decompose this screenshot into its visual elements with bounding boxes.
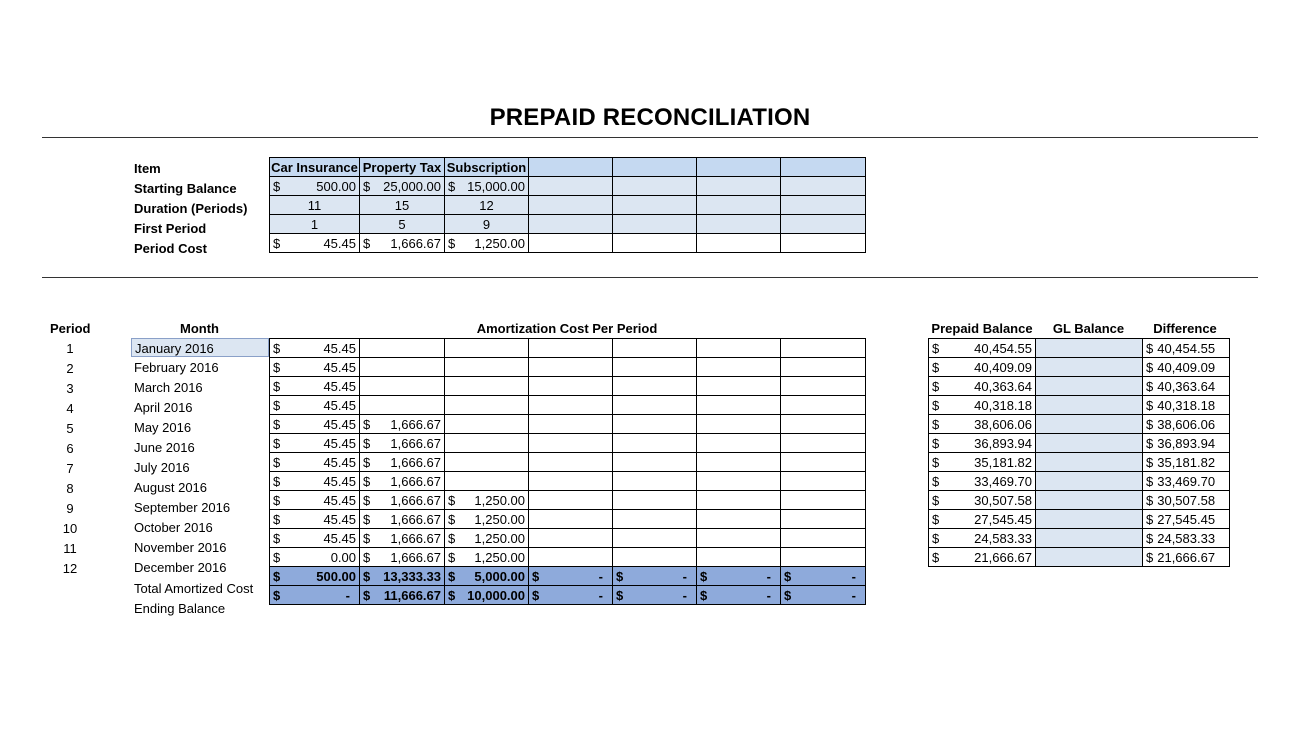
table-row bbox=[270, 415, 866, 434]
amortization-cell[interactable] bbox=[445, 396, 529, 415]
gl-balance-cell[interactable] bbox=[1036, 491, 1143, 510]
month-cell[interactable]: June 2016 bbox=[134, 440, 195, 455]
period-number: 12 bbox=[62, 561, 78, 576]
duration-cell[interactable]: 11 bbox=[270, 196, 360, 215]
gl-balance-cell[interactable] bbox=[1036, 377, 1143, 396]
amortization-cell[interactable] bbox=[445, 453, 529, 472]
month-cell[interactable]: August 2016 bbox=[134, 480, 208, 495]
amortization-cell[interactable] bbox=[613, 377, 697, 396]
amortization-cell[interactable] bbox=[613, 472, 697, 491]
total-amortized-cell[interactable]: $ - bbox=[613, 567, 697, 586]
gl-balance-cell[interactable] bbox=[1036, 415, 1143, 434]
page-title: PREPAID RECONCILIATION bbox=[489, 104, 811, 131]
table-row bbox=[929, 453, 1230, 472]
amortization-cell[interactable] bbox=[781, 529, 866, 548]
amortization-cell[interactable]: $ 1,666.67 bbox=[360, 510, 445, 529]
first-period-cell[interactable] bbox=[781, 215, 866, 234]
gl-balance-cell[interactable] bbox=[1036, 358, 1143, 377]
amortization-cell[interactable] bbox=[781, 548, 866, 567]
item-header-car-insurance[interactable]: Car Insurance bbox=[271, 159, 358, 175]
starting-balance-cell[interactable]: $ 25,000.00 bbox=[360, 177, 445, 196]
reconciliation-table bbox=[928, 338, 1230, 567]
amortization-cell[interactable] bbox=[781, 491, 866, 510]
table-row bbox=[929, 396, 1230, 415]
table-row bbox=[270, 567, 866, 586]
table-row bbox=[270, 529, 866, 548]
difference-cell[interactable]: $ 33,469.70 bbox=[1143, 472, 1230, 491]
item-header-empty[interactable] bbox=[529, 158, 613, 177]
prepaid-balance-cell[interactable]: $ 40,318.18 bbox=[929, 396, 1036, 415]
amortization-cell[interactable] bbox=[697, 453, 781, 472]
difference-cell[interactable]: $ 40,318.18 bbox=[1143, 396, 1230, 415]
amortization-cell[interactable]: $ 45.45 bbox=[270, 491, 360, 510]
starting-balance-cell[interactable] bbox=[529, 177, 613, 196]
prepaid-balance-header: Prepaid Balance bbox=[931, 321, 1033, 336]
amortization-cell[interactable] bbox=[613, 339, 697, 358]
period-number: 4 bbox=[66, 401, 74, 416]
amortization-cell[interactable] bbox=[781, 358, 866, 377]
amortization-cell[interactable]: $ 45.45 bbox=[270, 415, 360, 434]
table-row bbox=[929, 377, 1230, 396]
label-period-cost: Period Cost bbox=[134, 241, 207, 256]
amortization-cell[interactable]: $ 45.45 bbox=[270, 529, 360, 548]
month-cell[interactable]: March 2016 bbox=[134, 380, 203, 395]
amortization-cell[interactable]: $ 45.45 bbox=[270, 358, 360, 377]
prepaid-balance-cell[interactable]: $ 33,469.70 bbox=[929, 472, 1036, 491]
amortization-cell[interactable] bbox=[781, 453, 866, 472]
amortization-cell[interactable] bbox=[613, 453, 697, 472]
period-cost-cell[interactable]: $ 1,250.00 bbox=[445, 234, 529, 253]
first-period-cell[interactable] bbox=[613, 215, 697, 234]
amortization-cell[interactable] bbox=[697, 529, 781, 548]
prepaid-balance-cell[interactable]: $ 27,545.45 bbox=[929, 510, 1036, 529]
period-cost-cell[interactable] bbox=[781, 234, 866, 253]
table-row bbox=[270, 377, 866, 396]
period-number: 8 bbox=[66, 481, 74, 496]
ending-balance-cell[interactable]: $ - bbox=[697, 586, 781, 605]
amortization-cell[interactable] bbox=[529, 358, 613, 377]
amortization-cell[interactable]: $ 1,250.00 bbox=[445, 529, 529, 548]
ending-balance-cell[interactable]: $ 11,666.67 bbox=[360, 586, 445, 605]
total-amortized-cell[interactable]: $ 500.00 bbox=[270, 567, 360, 586]
amortization-cell[interactable]: $ 45.45 bbox=[270, 510, 360, 529]
ending-balance-cell[interactable]: $ - bbox=[781, 586, 866, 605]
gl-balance-cell[interactable] bbox=[1036, 472, 1143, 491]
total-amortized-cell[interactable]: $ - bbox=[781, 567, 866, 586]
amortization-cell[interactable] bbox=[781, 415, 866, 434]
starting-balance-cell[interactable]: $ 15,000.00 bbox=[445, 177, 529, 196]
difference-cell[interactable]: $ 35,181.82 bbox=[1143, 453, 1230, 472]
amortization-cell[interactable] bbox=[781, 472, 866, 491]
amortization-cell[interactable]: $ 1,250.00 bbox=[445, 491, 529, 510]
table-row bbox=[270, 510, 866, 529]
amortization-cell[interactable]: $ 1,666.67 bbox=[360, 491, 445, 510]
starting-balance-cell[interactable] bbox=[697, 177, 781, 196]
ending-balance-cell[interactable]: $ - bbox=[613, 586, 697, 605]
starting-balance-cell[interactable] bbox=[781, 177, 866, 196]
difference-cell[interactable]: $ 38,606.06 bbox=[1143, 415, 1230, 434]
amortization-cell[interactable] bbox=[697, 415, 781, 434]
amortization-cell[interactable] bbox=[697, 434, 781, 453]
amortization-cell[interactable] bbox=[529, 491, 613, 510]
divider-top bbox=[42, 137, 1258, 138]
starting-balance-cell[interactable] bbox=[613, 177, 697, 196]
table-row bbox=[270, 472, 866, 491]
table-row bbox=[270, 358, 866, 377]
amortization-cell[interactable] bbox=[781, 377, 866, 396]
amortization-cell[interactable] bbox=[613, 434, 697, 453]
amortization-cell[interactable] bbox=[781, 434, 866, 453]
amortization-cell[interactable] bbox=[613, 358, 697, 377]
total-amortized-cell[interactable]: $ - bbox=[529, 567, 613, 586]
prepaid-balance-cell[interactable]: $ 40,409.09 bbox=[929, 358, 1036, 377]
amortization-cell[interactable] bbox=[445, 339, 529, 358]
period-number: 6 bbox=[66, 441, 74, 456]
total-amortized-cell[interactable]: $ 13,333.33 bbox=[360, 567, 445, 586]
table-row bbox=[929, 434, 1230, 453]
amortization-cell[interactable] bbox=[529, 548, 613, 567]
duration-cell[interactable] bbox=[613, 196, 697, 215]
period-column-header: Period bbox=[50, 321, 91, 336]
divider-middle bbox=[42, 277, 1258, 278]
prepaid-balance-cell[interactable]: $ 36,893.94 bbox=[929, 434, 1036, 453]
month-cell[interactable]: November 2016 bbox=[134, 540, 227, 555]
difference-cell[interactable]: $ 36,893.94 bbox=[1143, 434, 1230, 453]
amortization-table bbox=[269, 338, 866, 605]
item-header-subscription[interactable]: Subscription bbox=[445, 158, 529, 177]
amortization-cell[interactable] bbox=[613, 396, 697, 415]
amortization-cell[interactable] bbox=[529, 339, 613, 358]
amortization-cell[interactable] bbox=[781, 510, 866, 529]
table-row bbox=[270, 491, 866, 510]
period-number: 9 bbox=[66, 501, 74, 516]
amortization-cell[interactable] bbox=[529, 510, 613, 529]
amortization-cell[interactable] bbox=[445, 358, 529, 377]
item-header-empty[interactable] bbox=[697, 158, 781, 177]
table-row bbox=[929, 339, 1230, 358]
month-column-header: Month bbox=[180, 321, 219, 336]
amortization-cell[interactable] bbox=[529, 453, 613, 472]
duration-cell[interactable] bbox=[697, 196, 781, 215]
difference-cell[interactable]: $ 24,583.33 bbox=[1143, 529, 1230, 548]
amortization-cell[interactable] bbox=[445, 377, 529, 396]
period-number: 10 bbox=[62, 521, 78, 536]
month-cell[interactable]: December 2016 bbox=[134, 560, 227, 575]
amortization-cell[interactable]: $ 1,250.00 bbox=[445, 510, 529, 529]
amortization-cell[interactable]: $ 1,666.67 bbox=[360, 453, 445, 472]
first-period-cell[interactable] bbox=[529, 215, 613, 234]
amortization-cell[interactable]: $ 1,666.67 bbox=[360, 434, 445, 453]
amortization-cell[interactable]: $ 1,666.67 bbox=[360, 529, 445, 548]
first-period-cell[interactable]: 1 bbox=[270, 215, 360, 234]
amortization-cell[interactable] bbox=[697, 377, 781, 396]
month-cell[interactable]: October 2016 bbox=[134, 520, 213, 535]
amortization-cell[interactable] bbox=[697, 510, 781, 529]
starting-balance-cell[interactable]: $ 500.00 bbox=[270, 177, 360, 196]
duration-cell[interactable]: 15 bbox=[360, 196, 445, 215]
amortization-cell[interactable] bbox=[613, 548, 697, 567]
period-cost-cell[interactable]: $ 1,666.67 bbox=[360, 234, 445, 253]
first-period-cell[interactable]: 5 bbox=[360, 215, 445, 234]
amortization-cell[interactable] bbox=[781, 339, 866, 358]
item-header-empty[interactable] bbox=[613, 158, 697, 177]
label-first-period: First Period bbox=[134, 221, 207, 236]
table-row bbox=[929, 358, 1230, 377]
amortization-cell[interactable]: $ 45.45 bbox=[270, 396, 360, 415]
amortization-cell[interactable] bbox=[697, 491, 781, 510]
first-period-cell[interactable]: 9 bbox=[445, 215, 529, 234]
gl-balance-cell[interactable] bbox=[1036, 529, 1143, 548]
month-cell[interactable]: February 2016 bbox=[134, 360, 219, 375]
difference-cell[interactable]: $ 40,409.09 bbox=[1143, 358, 1230, 377]
amortization-cell[interactable] bbox=[529, 434, 613, 453]
month-cell[interactable]: July 2016 bbox=[134, 460, 190, 475]
amortization-cell[interactable] bbox=[697, 472, 781, 491]
amortization-cell[interactable] bbox=[445, 415, 529, 434]
amortization-header: Amortization Cost Per Period bbox=[476, 321, 658, 336]
difference-cell[interactable]: $ 40,363.64 bbox=[1143, 377, 1230, 396]
gl-balance-header: GL Balance bbox=[1052, 321, 1125, 336]
month-cell[interactable]: January 2016 bbox=[131, 338, 269, 357]
difference-cell[interactable]: $ 30,507.58 bbox=[1143, 491, 1230, 510]
table-row bbox=[270, 434, 866, 453]
difference-cell[interactable]: $ 21,666.67 bbox=[1143, 548, 1230, 567]
duration-cell[interactable] bbox=[529, 196, 613, 215]
total-amortized-label: Total Amortized Cost bbox=[134, 581, 254, 596]
total-amortized-cell[interactable]: $ 5,000.00 bbox=[445, 567, 529, 586]
amortization-cell[interactable] bbox=[529, 472, 613, 491]
prepaid-balance-cell[interactable]: $ 38,606.06 bbox=[929, 415, 1036, 434]
period-number: 2 bbox=[66, 361, 74, 376]
amortization-cell[interactable] bbox=[529, 415, 613, 434]
difference-cell[interactable]: $ 40,454.55 bbox=[1143, 339, 1230, 358]
amortization-cell[interactable]: $ 45.45 bbox=[270, 472, 360, 491]
table-row bbox=[929, 491, 1230, 510]
period-number: 1 bbox=[66, 341, 74, 356]
amortization-cell[interactable]: $ 45.45 bbox=[270, 434, 360, 453]
prepaid-balance-cell[interactable]: $ 21,666.67 bbox=[929, 548, 1036, 567]
prepaid-balance-cell[interactable]: $ 40,363.64 bbox=[929, 377, 1036, 396]
gl-balance-cell[interactable] bbox=[1036, 434, 1143, 453]
label-starting-balance: Starting Balance bbox=[134, 181, 237, 196]
period-cost-cell[interactable] bbox=[613, 234, 697, 253]
duration-cell[interactable] bbox=[781, 196, 866, 215]
amortization-cell[interactable] bbox=[360, 377, 445, 396]
month-cell[interactable]: September 2016 bbox=[134, 500, 231, 515]
period-cost-cell[interactable] bbox=[529, 234, 613, 253]
amortization-cell[interactable] bbox=[613, 415, 697, 434]
gl-balance-cell[interactable] bbox=[1036, 453, 1143, 472]
gl-balance-cell[interactable] bbox=[1036, 339, 1143, 358]
amortization-cell[interactable]: $ 1,666.67 bbox=[360, 548, 445, 567]
amortization-cell[interactable] bbox=[613, 510, 697, 529]
month-cell[interactable]: May 2016 bbox=[134, 420, 192, 435]
table-row bbox=[270, 339, 866, 358]
amortization-cell[interactable] bbox=[781, 396, 866, 415]
item-header-empty[interactable] bbox=[781, 158, 866, 177]
table-row bbox=[929, 510, 1230, 529]
amortization-cell[interactable] bbox=[697, 339, 781, 358]
summary-table bbox=[269, 157, 866, 253]
period-number: 11 bbox=[63, 541, 77, 556]
ending-balance-cell[interactable]: $ - bbox=[529, 586, 613, 605]
amortization-cell[interactable]: $ 1,250.00 bbox=[445, 548, 529, 567]
amortization-cell[interactable]: $ 0.00 bbox=[270, 548, 360, 567]
table-row bbox=[929, 529, 1230, 548]
item-header-property-tax[interactable]: Property Tax bbox=[360, 158, 445, 177]
table-row bbox=[270, 453, 866, 472]
period-number: 7 bbox=[66, 461, 74, 476]
table-row bbox=[929, 415, 1230, 434]
amortization-cell[interactable] bbox=[360, 358, 445, 377]
ending-balance-cell[interactable]: $ 10,000.00 bbox=[445, 586, 529, 605]
gl-balance-cell[interactable] bbox=[1036, 510, 1143, 529]
first-period-cell[interactable] bbox=[697, 215, 781, 234]
label-duration: Duration (Periods) bbox=[134, 201, 248, 216]
difference-cell[interactable]: $ 27,545.45 bbox=[1143, 510, 1230, 529]
amortization-cell[interactable] bbox=[529, 396, 613, 415]
ending-balance-label: Ending Balance bbox=[134, 601, 226, 616]
amortization-cell[interactable]: $ 1,666.67 bbox=[360, 415, 445, 434]
table-row bbox=[270, 548, 866, 567]
prepaid-balance-cell[interactable]: $ 30,507.58 bbox=[929, 491, 1036, 510]
table-row bbox=[270, 396, 866, 415]
label-item: Item bbox=[134, 161, 161, 176]
difference-header: Difference bbox=[1153, 321, 1217, 336]
ending-balance-cell[interactable]: $ - bbox=[270, 586, 360, 605]
period-cost-cell[interactable]: $ 45.45 bbox=[270, 234, 360, 253]
prepaid-balance-cell[interactable]: $ 40,454.55 bbox=[929, 339, 1036, 358]
amortization-cell[interactable] bbox=[529, 529, 613, 548]
amortization-cell[interactable] bbox=[445, 472, 529, 491]
duration-cell[interactable]: 12 bbox=[445, 196, 529, 215]
amortization-cell[interactable] bbox=[697, 358, 781, 377]
gl-balance-cell[interactable] bbox=[1036, 396, 1143, 415]
amortization-cell[interactable]: $ 1,666.67 bbox=[360, 472, 445, 491]
amortization-cell[interactable] bbox=[697, 396, 781, 415]
prepaid-balance-cell[interactable]: $ 24,583.33 bbox=[929, 529, 1036, 548]
period-cost-cell[interactable] bbox=[697, 234, 781, 253]
period-number: 3 bbox=[66, 381, 74, 396]
amortization-cell[interactable] bbox=[529, 377, 613, 396]
amortization-cell[interactable] bbox=[613, 529, 697, 548]
amortization-cell[interactable] bbox=[360, 396, 445, 415]
amortization-cell[interactable]: $ 45.45 bbox=[270, 339, 360, 358]
period-number: 5 bbox=[66, 421, 74, 436]
amortization-cell[interactable]: $ 45.45 bbox=[270, 377, 360, 396]
total-amortized-cell[interactable]: $ - bbox=[697, 567, 781, 586]
table-row bbox=[270, 586, 866, 605]
table-row bbox=[929, 548, 1230, 567]
amortization-cell[interactable]: $ 45.45 bbox=[270, 453, 360, 472]
table-row bbox=[929, 472, 1230, 491]
month-cell[interactable]: April 2016 bbox=[134, 400, 193, 415]
amortization-cell[interactable] bbox=[613, 491, 697, 510]
amortization-cell[interactable] bbox=[360, 339, 445, 358]
amortization-cell[interactable] bbox=[697, 548, 781, 567]
amortization-cell[interactable] bbox=[445, 434, 529, 453]
prepaid-balance-cell[interactable]: $ 35,181.82 bbox=[929, 453, 1036, 472]
gl-balance-cell[interactable] bbox=[1036, 548, 1143, 567]
